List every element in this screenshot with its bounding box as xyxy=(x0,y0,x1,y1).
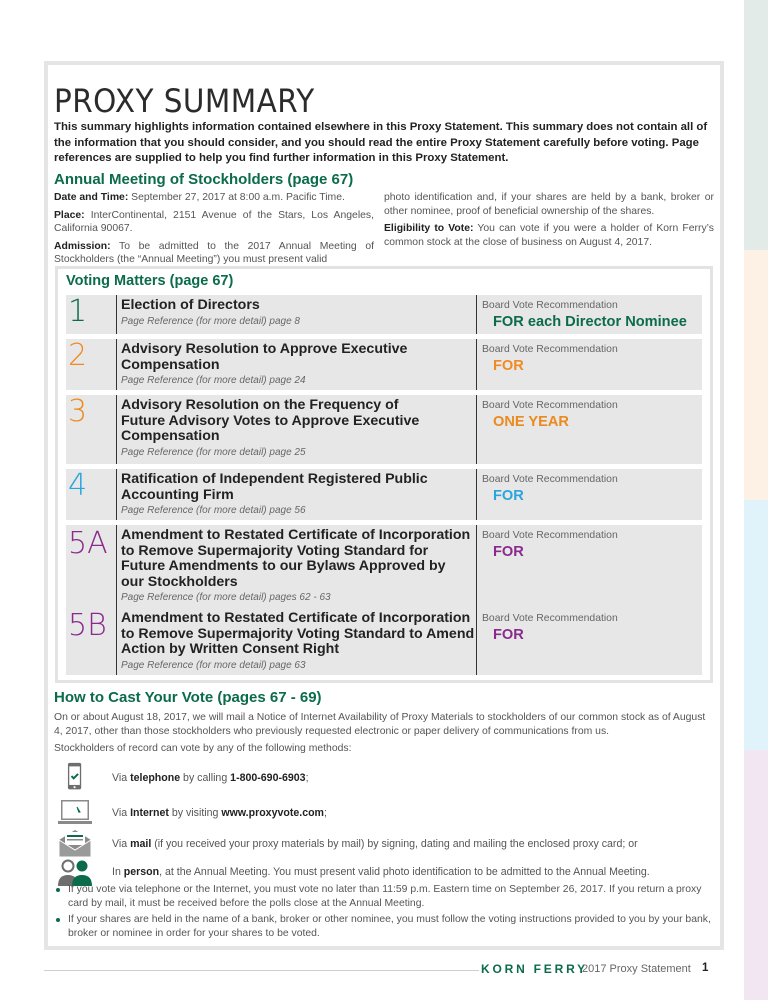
method-internet xyxy=(58,798,718,828)
voting-matters-heading: Voting Matters (page 67) xyxy=(66,273,234,289)
side-band-lavender xyxy=(744,750,768,1000)
item-page-reference: Page Reference (for more detail) pages 62 - 63 xyxy=(121,592,331,603)
meeting-details-right xyxy=(384,191,714,253)
text-part: by visiting xyxy=(168,807,222,819)
divider xyxy=(476,295,477,334)
telephone-text xyxy=(112,772,309,784)
date-value: September 27, 2017 at 8:00 a.m. Pacific Time. xyxy=(128,192,345,203)
footer-divider xyxy=(44,970,479,971)
laptop-cursor-icon xyxy=(58,798,92,828)
board-recommendation-5b xyxy=(482,612,700,643)
voting-notes xyxy=(54,883,716,943)
item-description xyxy=(121,472,431,517)
bullet-deadline: If you vote via telephone or the Internet, you must vote no later than 11:59 p.m. Eastern time on September 26, 2017. If you return a proxy card by mail, it must be received before the polls close at the Annual Meeting. xyxy=(54,883,716,910)
item-number: 3 xyxy=(68,394,88,429)
rec-value: FOR xyxy=(493,627,524,643)
item-number: 4 xyxy=(68,468,88,503)
voting-item-5 xyxy=(66,525,702,675)
board-recommendation xyxy=(482,399,700,430)
item-title: Advisory Resolution to Approve Executive Compensation xyxy=(121,341,408,373)
item-page-reference: Page Reference (for more detail) page 8 xyxy=(121,315,300,327)
phone-number[interactable]: 1-800-690-6903 xyxy=(230,772,306,784)
item-title: Ratification of Independent Registered Public Accounting Firm xyxy=(121,471,428,503)
text-part: In xyxy=(112,866,124,878)
method-mail xyxy=(58,828,718,858)
admission-value: To be admitted to the 2017 Annual Meeting of Stockholders (the “Annual Meeting”) you must present valid xyxy=(54,240,374,266)
text-part: Via xyxy=(112,772,131,784)
board-recommendation xyxy=(482,473,700,504)
envelope-letter-icon xyxy=(58,828,92,858)
place xyxy=(54,209,374,236)
item-description xyxy=(121,342,441,387)
side-band-blue xyxy=(744,500,768,750)
item-title: Election of Directors xyxy=(121,297,260,313)
eligibility-label: Eligibility to Vote: xyxy=(384,223,474,235)
admission-continued: photo identification and, if your shares are held by a bank, broker or other nominee, proof of beneficial ownership of the shares. xyxy=(384,192,714,217)
rec-value: FOR xyxy=(493,358,524,374)
mail-text xyxy=(112,838,638,850)
text-bold: telephone xyxy=(130,772,181,784)
annual-meeting-heading: Annual Meeting of Stockholders (page 67) xyxy=(54,171,354,188)
text-bold: mail xyxy=(130,838,152,850)
item-number-5a: 5A xyxy=(68,526,108,561)
footer-brand-logo: KORN FERRY xyxy=(481,962,588,976)
item-number: 2 xyxy=(68,338,88,373)
divider xyxy=(116,469,117,520)
item-description-5b xyxy=(121,611,479,672)
item-description xyxy=(121,298,476,328)
how-to-vote-heading: How to Cast Your Vote (pages 67 - 69) xyxy=(54,689,322,706)
voting-item-1 xyxy=(66,295,702,334)
voting-item-3 xyxy=(66,395,702,464)
item-description xyxy=(121,398,421,459)
item-number: 1 xyxy=(68,294,88,329)
divider xyxy=(116,339,117,390)
text-part: (if you received your proxy materials by mail) by signing, dating and mailing the enclosed proxy card; or xyxy=(151,838,638,850)
board-recommendation xyxy=(482,343,700,374)
rec-label: Board Vote Recommendation xyxy=(482,613,618,624)
text-bold: Internet xyxy=(130,807,169,819)
rec-value: FOR xyxy=(493,544,524,560)
item-number-5b: 5B xyxy=(68,608,107,643)
page-title: PROXY SUMMARY xyxy=(54,82,315,120)
divider xyxy=(116,525,117,675)
admission-label: Admission: xyxy=(54,240,111,252)
item-page-reference: Page Reference (for more detail) page 56 xyxy=(121,505,306,516)
admission xyxy=(54,240,374,267)
eligibility-value: You can vote if you were a holder of Korn Ferry’s common stock at the close of business on August 4, 2017. xyxy=(384,223,714,248)
text-part: by calling xyxy=(180,772,231,784)
item-page-reference: Page Reference (for more detail) page 63 xyxy=(121,659,306,671)
text-part: ; xyxy=(305,772,309,784)
voting-item-2 xyxy=(66,339,702,390)
side-band-green xyxy=(744,0,768,250)
how-to-vote-intro: On or about August 18, 2017, we will mail a Notice of Internet Availability of Proxy Materials to stockholders of our common stock as of August 4, 2017, other than those stockholders who previously requested electronic or paper delivery of communications from us. xyxy=(54,712,706,737)
voting-item-4 xyxy=(66,469,702,520)
meeting-details-left xyxy=(54,191,374,271)
rec-value: FOR xyxy=(493,488,524,504)
bullet-broker: If your shares are held in the name of a bank, broker or other nominee, you must follow the voting instructions provided to you by your bank, broker or nominee in order for your shares to be voted. xyxy=(54,913,716,940)
rec-label: Board Vote Recommendation xyxy=(482,530,618,541)
item-title: Advisory Resolution on the Frequency of Future Advisory Votes to Approve Executive Compensation xyxy=(121,397,420,444)
divider xyxy=(116,395,117,464)
page-number: 1 xyxy=(702,962,709,974)
footer-document-title: 2017 Proxy Statement xyxy=(582,963,691,975)
rec-value: ONE YEAR xyxy=(493,414,569,430)
internet-text xyxy=(112,807,327,819)
divider xyxy=(476,469,477,520)
rec-label: Board Vote Recommendation xyxy=(482,344,618,355)
divider xyxy=(476,339,477,390)
item-title: Amendment to Restated Certificate of Incorporation to Remove Supermajority Voting Standard for Future Amendments to our Bylaws Approved by our Stockholders xyxy=(121,527,471,590)
eligibility xyxy=(384,222,714,249)
side-band-peach xyxy=(744,250,768,500)
item-page-reference: Page Reference (for more detail) page 25 xyxy=(121,446,306,458)
board-recommendation-5a xyxy=(482,529,700,560)
board-recommendation xyxy=(482,299,700,330)
divider xyxy=(116,295,117,334)
method-telephone xyxy=(58,762,718,792)
rec-label: Board Vote Recommendation xyxy=(482,400,618,411)
date-label: Date and Time: xyxy=(54,192,129,203)
smartphone-check-icon xyxy=(58,762,92,792)
text-part: Via xyxy=(112,807,131,819)
text-bold: person xyxy=(123,866,160,878)
divider xyxy=(476,395,477,464)
place-label: Place: xyxy=(54,209,85,221)
item-page-reference: Page Reference (for more detail) page 24 xyxy=(121,375,306,386)
rec-label: Board Vote Recommendation xyxy=(482,300,618,311)
place-value: InterContinental, 2151 Avenue of the Stars, Los Angeles, California 90067. xyxy=(54,209,374,235)
rec-label: Board Vote Recommendation xyxy=(482,474,618,485)
methods-intro: Stockholders of record can vote by any of the following methods: xyxy=(54,743,352,754)
item-description-5a xyxy=(121,528,471,604)
rec-value: FOR each Director Nominee xyxy=(493,314,687,330)
text-part: , at the Annual Meeting. You must present valid photo identification to be admitted to the Annual Meeting. xyxy=(159,866,650,878)
text-part: ; xyxy=(323,807,327,819)
intro-paragraph: This summary highlights information contained elsewhere in this Proxy Statement. This summary does not contain all of the information that you should consider, and you should read the entire Proxy Statement carefully before voting. Page references are supplied to help you find further information in this Proxy Statement. xyxy=(54,121,708,164)
text-part: Via xyxy=(112,838,131,850)
date-time xyxy=(54,191,374,205)
in-person-text xyxy=(112,866,650,878)
proxyvote-link[interactable]: www.proxyvote.com xyxy=(221,807,324,819)
item-title: Amendment to Restated Certificate of Incorporation to Remove Supermajority Voting Standard to Amend Action by Written Consent Right xyxy=(121,610,475,657)
